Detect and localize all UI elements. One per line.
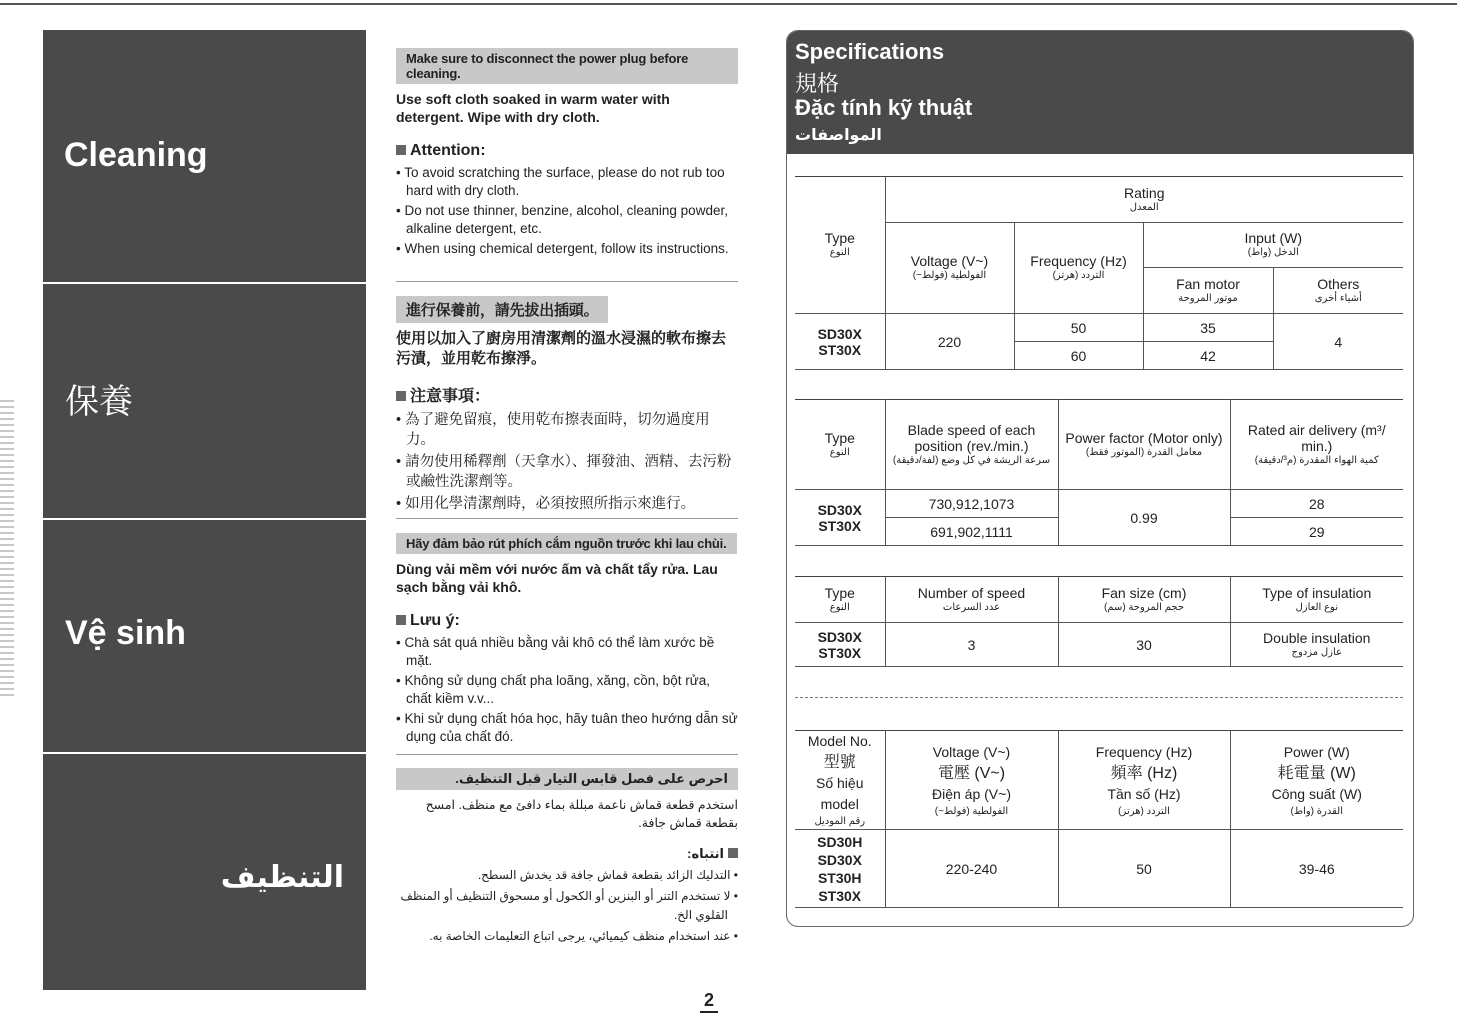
attention-heading	[396, 142, 738, 160]
type-header	[795, 577, 885, 623]
insulation-value-label-ar: عازل مزدوج	[1291, 646, 1342, 658]
list-item: • Không sử dụng chất pha loãng, xăng, cồn, bột rửa, chất kiềm v.v...	[396, 672, 738, 708]
fan-motor-label-ar: موتور المروحة	[1178, 292, 1238, 304]
list-item: • 如用化學清潔劑時，必須按照所指示來進行。	[396, 494, 738, 514]
model-number-label-zh: 型號	[823, 754, 856, 771]
blade-speed-label-ar: سرعة الريشة في كل وضع (لفة/دقيقة)	[892, 454, 1051, 466]
voltage-label-vi: Điện áp (V~)	[932, 785, 1011, 802]
fan-size-value: 30	[1058, 623, 1230, 667]
sidebar-section-vietnamese	[43, 520, 366, 752]
voltage-label: Voltage (V~)	[932, 743, 1011, 760]
power-header	[1230, 731, 1403, 830]
voltage-value: 220-240	[885, 830, 1058, 908]
input-label: Input (W)	[1244, 230, 1303, 246]
scan-edge-artifact	[0, 400, 14, 700]
list-item: • لا تستخدم التنر أو البنزين أو الكحول أو مسحوق التنظيف أو المنظف القلوي الخ.	[396, 887, 738, 925]
list-item: • عند استخدام منظف كيميائي، يرجى اتباع التعليمات الخاصة به.	[396, 927, 738, 946]
air-delivery-label: Rated air delivery (m³/ min.)	[1247, 421, 1386, 454]
list-item: • 請勿使用稀釋劑（天拿水）、揮發油、酒精、去污粉或鹼性洗潔劑等。	[396, 452, 738, 492]
square-bullet-icon	[396, 145, 406, 155]
power-factor-label-ar: معامل القدرة (الموتور فقط)	[1085, 446, 1203, 458]
frequency-label-ar: التردد (هرتز)	[1052, 270, 1105, 281]
dashed-separator	[795, 697, 1403, 698]
insulation-header	[1230, 577, 1403, 623]
square-bullet-icon	[396, 391, 406, 401]
fan-motor-value: 42	[1143, 342, 1273, 370]
attention-list	[396, 866, 738, 946]
voltage-value: 220	[885, 314, 1014, 370]
fan-size-label-ar: حجم المروحة (سم)	[1103, 601, 1185, 613]
voltage-label-zh: 電壓 (V~)	[937, 764, 1006, 782]
power-factor-header	[1058, 400, 1230, 490]
voltage-label-ar: الفولطية (فولط~)	[934, 805, 1009, 817]
input-header	[1143, 223, 1403, 268]
frequency-label-vi: Tần số (Hz)	[1107, 785, 1181, 802]
power-label: Power (W)	[1283, 743, 1350, 760]
speed-count-header	[885, 577, 1058, 623]
model-number-label-ar: رقم الموديل	[814, 816, 866, 827]
list-item: • Do not use thinner, benzine, alcohol, cleaning powder, alkaline detergent, etc.	[396, 202, 738, 238]
attention-label: Attention:	[410, 142, 486, 159]
section-divider	[396, 281, 738, 282]
sidebar-section-english	[43, 30, 366, 282]
model-cell: SD30H SD30X ST30H ST30X	[795, 830, 885, 908]
spec-table-models	[795, 730, 1403, 908]
attention-label: 注意事項：	[410, 388, 491, 405]
speed-count-label: Number of speed	[917, 584, 1026, 601]
cleaning-english	[396, 48, 738, 260]
spec-table-rating	[795, 176, 1403, 370]
power-factor-value: 0.99	[1058, 490, 1230, 546]
section-divider	[396, 518, 738, 519]
warning-banner: Hãy đảm bảo rút phích cắm nguồn trước khi lau chùi.	[396, 533, 737, 554]
model-cell: SD30X ST30X	[795, 490, 885, 546]
sidebar-title-vietnamese: Vệ sinh	[65, 614, 186, 652]
model-number-label: Model No.	[807, 733, 872, 749]
air-delivery-value: 29	[1230, 518, 1403, 546]
attention-label: Lưu ý:	[410, 612, 460, 629]
sidebar-section-chinese	[43, 284, 366, 518]
blade-speed-value: 691,902,1111	[885, 518, 1058, 546]
frequency-header	[1058, 731, 1230, 830]
type-label-ar: النوع	[829, 247, 850, 258]
attention-heading	[396, 846, 738, 862]
warning-banner: Make sure to disconnect the power plug before cleaning.	[396, 48, 738, 84]
attention-heading	[396, 612, 738, 630]
spec-title-chinese: 規格	[795, 71, 840, 96]
frequency-value: 50	[1014, 314, 1143, 342]
square-bullet-icon	[396, 615, 406, 625]
type-label: Type	[824, 230, 855, 246]
power-label-zh: 耗電量 (W)	[1277, 764, 1356, 782]
voltage-label: Voltage (V~)	[910, 253, 989, 269]
fan-size-header	[1058, 577, 1230, 623]
list-item: • Khi sử dụng chất hóa học, hãy tuân theo hướng dẫn sử dụng của chất đó.	[396, 710, 738, 746]
model-cell: SD30X ST30X	[795, 623, 885, 667]
power-label-vi: Công suất (W)	[1271, 785, 1362, 802]
speed-count-label-ar: عدد السرعات	[942, 601, 1001, 613]
voltage-header	[885, 731, 1058, 830]
model-number-label-vi: Số hiệu model	[816, 775, 864, 812]
frequency-label: Frequency (Hz)	[1095, 743, 1193, 760]
power-factor-label: Power factor (Motor only)	[1065, 429, 1223, 446]
list-item: • التدليك الزائد بقطعة قماش جافة قد يخدش السطح.	[396, 866, 738, 885]
type-label-ar: النوع	[829, 446, 850, 458]
sidebar-title-chinese: 保養	[65, 383, 133, 421]
blade-speed-value: 730,912,1073	[885, 490, 1058, 518]
top-rule	[0, 3, 1457, 5]
spec-title-arabic: المواصفات	[795, 127, 882, 144]
type-label: Type	[824, 584, 855, 601]
spec-title-english: Specifications	[795, 39, 945, 64]
rating-label-ar: المعدل	[1129, 201, 1159, 213]
cleaning-chinese	[396, 296, 738, 516]
warning-banner: احرص على فصل قابس التيار قبل التنظيف.	[396, 768, 738, 790]
type-label: Type	[824, 429, 855, 446]
insulation-value	[1230, 623, 1403, 667]
insulation-label-ar: نوع العازل	[1295, 601, 1338, 613]
attention-list	[396, 164, 738, 258]
others-label: Others	[1317, 275, 1360, 292]
air-delivery-label-ar: كمية الهواء المقدرة (م³/دقيقة)	[1254, 454, 1379, 466]
frequency-label-ar: التردد (هرتز)	[1118, 805, 1170, 817]
frequency-label-zh: 頻率 (Hz)	[1110, 764, 1178, 782]
attention-list	[396, 410, 738, 514]
section-divider	[396, 754, 738, 755]
cleaning-instruction: 使用以加入了廚房用清潔劑的溫水浸濕的軟布擦去污漬，並用乾布擦淨。	[396, 330, 727, 367]
sidebar-section-arabic	[43, 754, 366, 990]
frequency-value: 60	[1014, 342, 1143, 370]
fan-motor-value: 35	[1143, 314, 1273, 342]
sidebar-title-arabic: التنظيف	[220, 861, 344, 894]
attention-heading	[396, 383, 738, 406]
cleaning-instruction: استخدم قطعة قماش ناعمة مبللة بماء دافئ مع منظف. امسح بقطعة قماش جافة.	[425, 798, 738, 830]
power-label-ar: القدرة (واط)	[1290, 805, 1343, 817]
spec-table-performance	[795, 399, 1403, 546]
spec-table-construction	[795, 576, 1403, 667]
warning-banner: 進行保養前，請先拔出插頭。	[396, 296, 608, 323]
voltage-label-ar: الفولطية (فولط~)	[912, 270, 987, 281]
blade-speed-label: Blade speed of each position (rev./min.)	[907, 421, 1036, 454]
frequency-value: 50	[1058, 830, 1230, 908]
air-delivery-header	[1230, 400, 1403, 490]
type-label-ar: النوع	[829, 601, 850, 613]
rating-label: Rating	[1124, 184, 1165, 201]
voltage-header	[885, 223, 1014, 314]
model-number-header	[795, 731, 885, 830]
frequency-label: Frequency (Hz)	[1030, 253, 1127, 269]
square-bullet-icon	[728, 848, 738, 858]
others-value: 4	[1273, 314, 1403, 370]
insulation-value-label: Double insulation	[1263, 629, 1371, 646]
fan-size-label: Fan size (cm)	[1101, 584, 1187, 601]
air-delivery-value: 28	[1230, 490, 1403, 518]
input-label-ar: الدخل (واط)	[1247, 247, 1299, 258]
list-item: • 為了避免留痕，使用乾布擦表面時，切勿過度用力。	[396, 410, 738, 450]
spec-title-vietnamese: Đặc tính kỹ thuật	[795, 95, 973, 120]
type-header	[795, 177, 885, 314]
attention-list	[396, 634, 738, 746]
cleaning-vietnamese	[396, 533, 738, 748]
list-item: • When using chemical detergent, follow its instructions.	[396, 240, 738, 258]
rating-header	[885, 177, 1403, 223]
power-value: 39-46	[1230, 830, 1403, 908]
fan-motor-label: Fan motor	[1176, 275, 1240, 292]
fan-motor-header	[1143, 268, 1273, 314]
others-label-ar: أشياء أخرى	[1314, 292, 1362, 304]
frequency-header	[1014, 223, 1143, 314]
attention-label: انتباه:	[687, 846, 724, 861]
specifications-header	[787, 31, 1413, 154]
type-header	[795, 400, 885, 490]
blade-speed-header	[885, 400, 1058, 490]
list-item: • Chà sát quá nhiều bằng vải khô có thể làm xước bề mặt.	[396, 634, 738, 670]
sidebar-title-english: Cleaning	[64, 136, 208, 174]
list-item: • To avoid scratching the surface, please do not rub too hard with dry cloth.	[396, 164, 738, 200]
cleaning-instruction: Use soft cloth soaked in warm water with detergent. Wipe with dry cloth.	[396, 91, 670, 125]
cleaning-arabic	[396, 768, 738, 948]
insulation-label: Type of insulation	[1262, 584, 1372, 601]
section-sidebar	[43, 30, 366, 990]
page-number: 2	[700, 990, 718, 1013]
others-header	[1273, 268, 1403, 314]
cleaning-instruction: Dùng vải mềm với nước ấm và chất tẩy rửa. Lau sạch bằng vải khô.	[396, 561, 718, 595]
model-cell: SD30X ST30X	[795, 314, 885, 370]
speed-count-value: 3	[885, 623, 1058, 667]
